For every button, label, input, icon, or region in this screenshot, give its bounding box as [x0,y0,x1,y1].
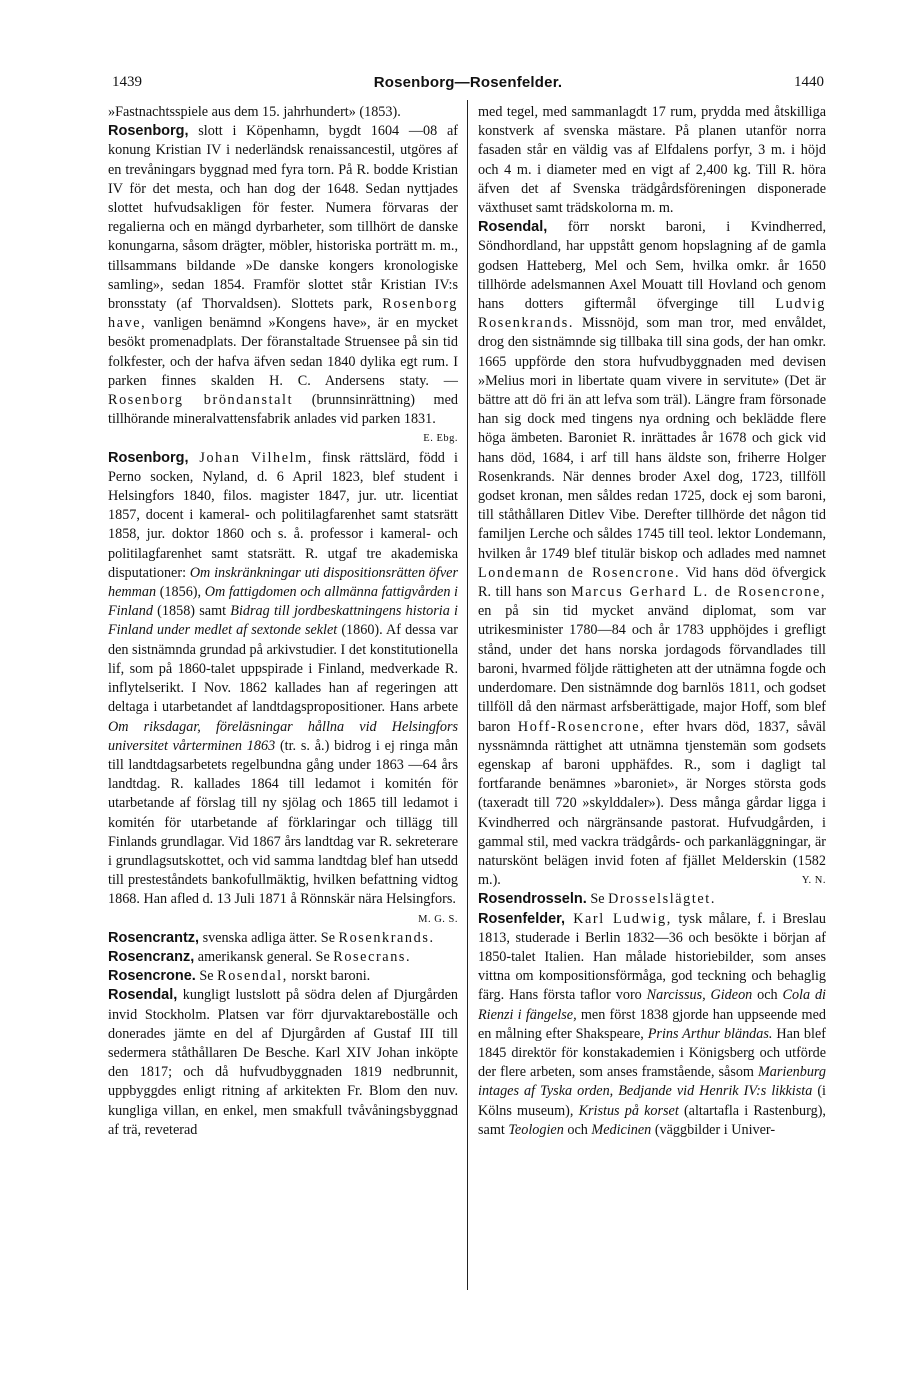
text-run: Bidrag till jordbeskattningens historia i Finland under medlet af sextonde seklet [108,603,458,639]
text-run: men först 1838 gjorde han uppseende med en målning efter Shakspeare, [478,1006,826,1042]
headword: Rosencranz, [108,948,195,965]
entry-rosendal-baroni [478,218,826,890]
entry-rosendrosseln [478,890,826,909]
text-run: Marcus Gerhard L. de Rosencrone, [571,584,826,601]
text-run: Medicinen [591,1121,652,1138]
text-run: finsk rättslärd, född i Perno socken, Nyland, d. 6 April 1823, blef student i Helsingfors 1840, filos. magister 1847, jur. utr. licentiat 1857, docent i kameral- och politilagfarenhet samt statsrätt 1858, jur. doktor 1860 och s. å. professor i kameral- och politilagfarenhet samt statsrätt. R. utgaf tre akademiska disputationer: [108,449,458,581]
headword: Rosencrone. [108,968,196,985]
entry-rosencranz [108,948,458,967]
author-signature: Y. N. [801,875,826,887]
text-run: Om fattigdomen och allmänna fattigvården i Finland [108,584,458,620]
text-run: (i Kölns museum), [478,1083,826,1119]
text-run: med tegel, med sammanlagdt 17 rum, prydda med åtskilliga konstverk af svenska mästare. På planen utanför norra fasaden står en väldig vas af Elfdalens porfyr, 3 m. i höjd och 4 m. i diameter med en vigt af 2,400 kg. Till R. höra äfven det af Svenska trädgårdsföreningen disponerade växthuset samt trädskolorna m. m. [478,104,826,217]
text-run: Rosecrans. [333,948,412,965]
entry-rosenfelder [478,910,826,1140]
text-run: Marienburg intages af Tyska orden, Bedjande vid Henrik IV:s likkista [478,1064,826,1100]
text-run: Narcissus, Gideon [646,987,753,1004]
text-run: och [563,1121,592,1138]
running-title: Rosenborg—Rosenfelder. [373,73,563,91]
headword: Rosenfelder, [478,910,566,927]
headword: Rosenborg, [108,123,189,140]
text-run: (brunnsinrättning) med tillhörande mineralvattensfabrik anlades vid parken 1831. [108,392,458,428]
text-run: vanligen benämnd »Kongens have», är en mycket besökt promenadplats. Der föranstaltade Struensee på sin tid folkfester, och der hafva äfven sedan 1840 dylika egt rum. I parken finnes skalden H. C. Andersens staty. — [108,315,458,389]
text-run: Londemann de Rosencrone. [478,564,681,581]
entry-continuation [478,103,826,218]
headword: Rosenborg, [108,449,189,466]
entry-rosencrantz [108,929,458,948]
headword: Rosendrosseln. [478,891,587,908]
right-page-number: 1440 [793,73,824,90]
text-run: (tr. s. å.) bidrog i ej ringa mån till landtdagsarbetets regelbundna gång under 1863 —64 års landtdag. R. kallades 1864 till ledamot i komitén för utarbetande af förslag till ny sjölag och 1865 till ledamot i komitén för utarbetande af förklaringar och tillägg till Finlands grundlagar. Vid 1867 års landtdag var R. sekreterare i grundlagsutskottet, och vid samma landtdag blef han utsedd till presteståndets bankofullmäktig, hvilken befattning vidtog 1868. Han afled d. 13 Juli 1871 å Rönnskär nära Helsingfors. [108,737,458,908]
text-run: slott i Köpenhamn, bygdt 1604 —08 af konung Kristian IV i nederländsk renaissancestil, utgöres af en trevåningars byggnad med fyra torn. På R. bodde Kristian IV för det mesta, och han dog der 1648. Sedan nyttjades slottet hufvudsakligen för fester. Numera förvaras der regalierna och en mängd dyrbarheter, som tillhört de danske konungarna, såsom drägter, möbler, historiska porträtt m. m., tillsammans bildande »De danske kongers kronologiske samling», sedan 1854. Framför slottet står Kristian IV:s bronsstaty (af Thorvaldsen). Slottets park, [108,123,458,313]
entry-rosendal-slott [108,986,458,1140]
text-run: Rosendal, [217,968,288,985]
text-run: (1858) samt [152,603,231,620]
text-run: »Fastnachtsspiele aus dem 15. jahrhundert» (1853). [108,104,401,120]
text-run: Johan Vilhelm, [188,449,313,466]
entry-continuation [108,103,458,122]
text-run: Se [195,968,218,985]
text-run: Om riksdagar, föreläsningar hållna vid Helsingfors universitet vårterminen 1863 [108,718,458,754]
text-run: kungligt lustslott på södra delen af Djurgården invid Stockholm. Platsen var förr djurvaktareboställe och donerades jämte en del af Djurgården af Gustaf III till sedermera ståthållaren De Besche. Karl XIV Johan inköpte den 1817; och då hufvudbyggnaden 1819 nedbrunnit, uppbyggdes enligt ritning af arkitekten Fr. Blom den nuv. kungliga villan, en enkel, men smakfull tvåvåningsbyggnad af trä, reveterad [108,987,458,1138]
headword: Rosendal, [108,987,178,1004]
text-run: Prins Arthur bländas. [647,1025,773,1042]
left-page-number: 1439 [112,73,142,90]
text-run: Vid hans död öfvergick R. till hans son [478,564,827,601]
text-run: amerikansk general. Se [194,948,334,965]
text-run: Karl Ludwig, [565,910,672,927]
text-run: en på sin tid mycket använd diplomat, som var utrikesminister 1780—84 och år 1783 upphöjdes i grefligt stånd, under det hans norska jordagods förvandlades till baroni, hvarmed följde rättigheten att der utnämna fogde och underdomare. Den sistnämnde dog barnlös 1811, och godset tillföll då den närmast arfsberättigade, major Hoff, som blef baron [478,603,826,735]
headword: Rosendal, [478,219,548,236]
right-column [478,103,826,1140]
entry-rosenborg-slott [108,122,458,445]
entry-rosenborg-johan [108,449,459,925]
text-run: förr norskt baroni, i Kvindherred, Söndhordland, har uppstått genom hopslagning af de gamla godsen Hatteberg, Mel och Sem, hvilka omkr. år 1650 tillhörde adelsmannen Axel Mouatt till Hovland och genom hans dotters giftermål öfverginge till [478,219,826,313]
text-run: (1860). Af dessa var den sistnämnda grundad på arkivstudier. I det konstitutionella lif, som på 1860-talet uppspirade i Finland, medverkade R. inflytelserikt. I Nov. 1862 kallades han af regeringen att deltaga i utarbetandet af landtdagspropositioner. Hans arbete [108,622,459,716]
headword: Rosencrantz, [108,929,200,946]
text-run: Rosenborg have, [108,296,458,332]
text-run: Kristus på korset [578,1102,679,1119]
text-run: svenska adliga ätter. Se [199,929,339,946]
page-header [112,70,824,94]
text-run: Han blef 1845 direktör för konstakademien i Königsberg och utförde der flere arbeten, som anses framstående, såsom [478,1025,826,1081]
text-run: Missnöjd, som man tror, med envåldet, drog den sistnämnde sig tillbaka till sina gods, der han omkr. 1665 uppförde den stora hufvudbyggnaden med devisen »Melius mori in libertate quam vivere in servitute» (Det är bättre att dö fri än att lefva som träl). Längre fram försonade han sig dock med tingens nya ordning och beklädde flere höga ämbeten. Baroniet R. inrättades år 1678 och gick vid hans död, 1684, i arf till hans äldste son, friherre Holger Rosenkrands. När dennes broder Axel dog, 1723, tillföll godset kronan, men såldes redan 1725, dock ej som baroni, till ståthållaren Ditlev Vibe. Derefter tillhörde det någon tid familjen Lerche och såldes 1745 till teol. lektor Londemann, hvilken år 1749 blef titulär biskop och adlades med namnet [478,315,826,562]
text-run: Cola di Rienzi i fängelse, [478,987,826,1023]
text-run: Om inskränkningar uti dispositionsrätten öfver hemman [108,564,458,601]
column-divider [467,100,468,1290]
text-run: Rosenkrands. [338,929,435,946]
text-run: (väggbilder i Univer- [651,1121,776,1138]
text-run: Rosenborg bröndanstalt [108,392,294,409]
text-run: (altartafla i Rastenburg), samt [478,1102,826,1138]
author-signature: E. Ebg. [423,433,458,445]
text-run: Hoff-Rosencrone, [517,718,646,735]
author-signature: M. G. S. [418,913,458,925]
entry-rosencrone [108,967,458,986]
left-column [108,103,458,1140]
text-run: Ludvig Rosenkrands. [478,296,826,332]
text-run: Se [586,891,609,908]
text-run: efter hvars död, 1837, såväl nyssnämnda rättighet att utnämna tjenstemän som godsets egenskap af baroni upphäfdes. R., som i dagligt tal fortfarande benämnes »baroniet», är Norges största gods (taxeradt till 720 »skylddaler»). Dess många gårdar ligga i Kvindherred och närgränsande pastorat. Hufvudgården, i gammal stil, med vackra trädgårds- och parkanläggningar, är naturskönt belägen invid foten af fjället Melderskin (1582 m.). [478,718,826,889]
text-run: Drosselslägtet. [608,891,716,908]
text-run: tysk målare, f. i Breslau 1813, studerade i Berlin 1832—36 och besökte i början af 1850-talet Italien. Han målade historiebilder, som anses vittna om kompositionsförmåga, god teckning och behaglig färg. Hans första taflor voro [478,910,826,1004]
text-run: och [752,987,783,1004]
text-run: Teologien [508,1121,564,1138]
text-run: norskt baroni. [287,968,371,985]
text-run: (1856), [156,584,205,601]
